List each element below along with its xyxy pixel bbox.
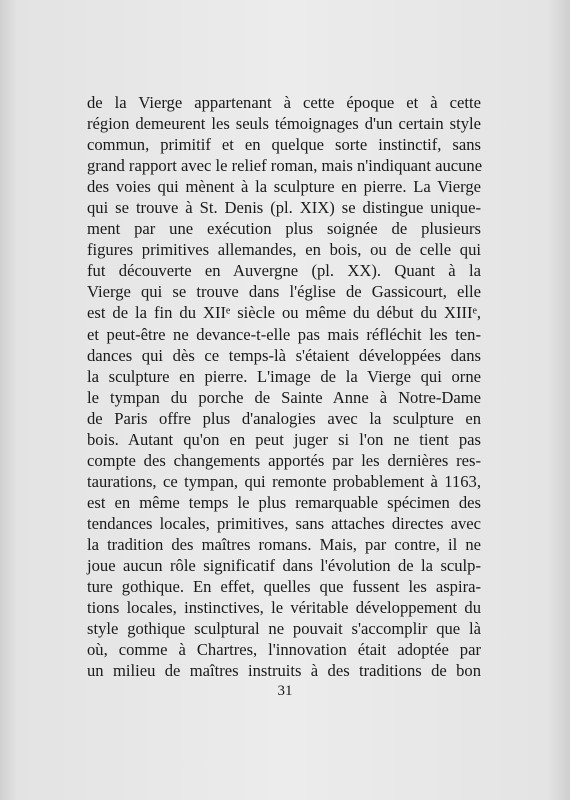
text-line: fut découverte en Auvergne (pl. XX). Quant à la	[87, 261, 481, 281]
text-line: la sculpture en pierre. L'image de la Vierge qui orne	[87, 366, 481, 386]
text-line: tendances locales, primitives, sans attaches directes avec	[87, 513, 481, 533]
text-line: de Paris offre plus d'analogies avec la sculpture en	[87, 408, 481, 428]
text-line: un milieu de maîtres instruits à des traditions de bon	[87, 661, 481, 681]
text-line: taurations, ce tympan, qui remonte probablement à 1163,	[87, 471, 481, 491]
text-line: la tradition des maîtres romans. Mais, par contre, il ne	[87, 534, 481, 554]
text-line: le tympan du porche de Sainte Anne à Notre-Dame	[87, 387, 481, 407]
text-line: dances qui dès ce temps-là s'étaient développées dans	[87, 345, 481, 365]
text-line: grand rapport avec le relief roman, mais n'indiquant aucune	[87, 156, 483, 176]
text-line: commun, primitif et en quelque sorte instinctif, sans	[87, 135, 481, 155]
text-line: ment par une exécution plus soignée de plusieurs	[87, 219, 481, 239]
text-line: tions locales, instinctives, le véritable développement du	[87, 598, 481, 618]
text-line: Vierge qui se trouve dans l'église de Gassicourt, elle	[87, 282, 481, 302]
text-line: de la Vierge appartenant à cette époque et à cette	[87, 93, 481, 112]
text-line: compte des changements apportés par les dernières res-	[87, 450, 481, 470]
text-line: style gothique sculptural ne pouvait s'accomplir que là	[87, 619, 481, 639]
text-line: région demeurent les seuls témoignages d'un certain style	[87, 114, 481, 134]
text-line: des voies qui mènent à la sculpture en pierre. La Vierge	[87, 177, 481, 197]
text-line: bois. Autant qu'on en peut juger si l'on ne tient pas	[87, 429, 481, 449]
text-line: est de la fin du XIIᵉ siècle ou même du début du XIIIᵉ,	[87, 303, 481, 323]
text-line: joue aucun rôle significatif dans l'évolution de la sculp-	[87, 556, 481, 576]
text-line: figures primitives allemandes, en bois, ou de celle qui	[87, 240, 481, 260]
text-line: où, comme à Chartres, l'innovation était adoptée par	[87, 640, 481, 660]
text-line: ture gothique. En effet, quelles que fussent les aspira-	[87, 577, 481, 597]
page-number: 31	[277, 683, 293, 699]
body-text	[87, 92, 481, 681]
text-line: est en même temps le plus remarquable spécimen des	[87, 492, 481, 512]
text-line: qui se trouve à St. Denis (pl. XIX) se distingue unique-	[87, 198, 481, 218]
text-line: et peut-être ne devance-t-elle pas mais réfléchit les ten-	[87, 324, 481, 344]
